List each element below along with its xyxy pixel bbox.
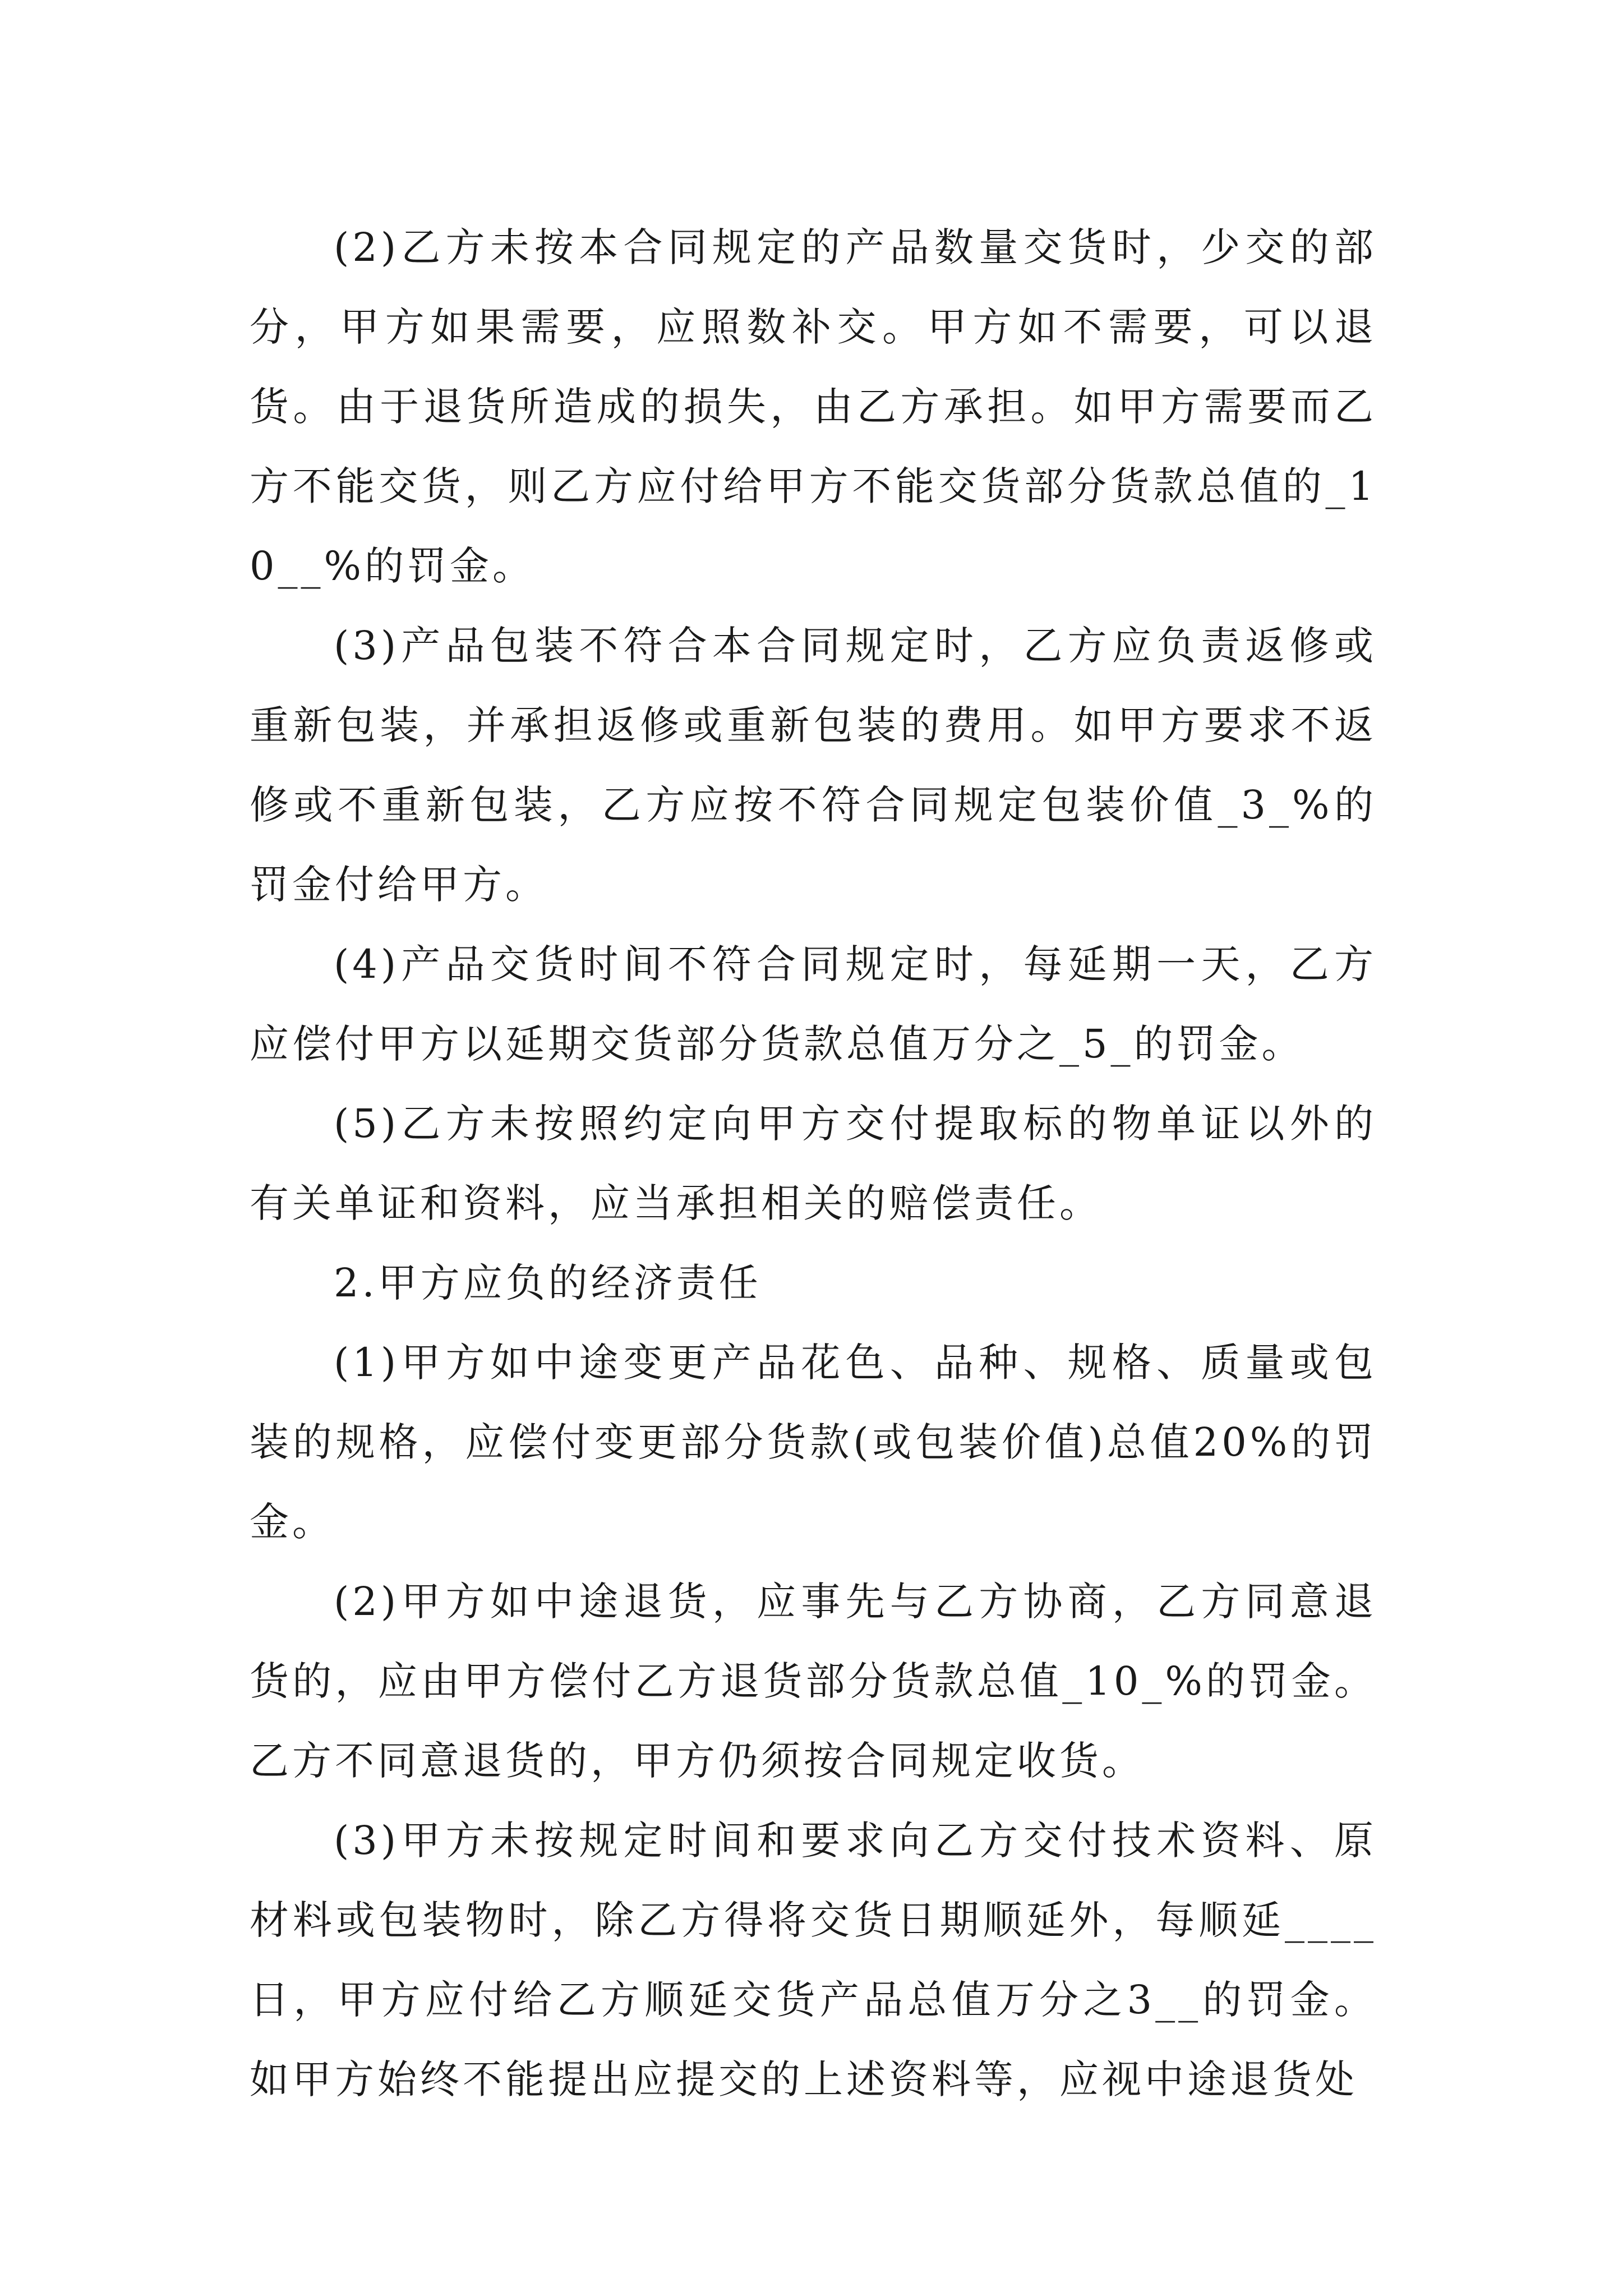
paragraph-seller-packaging: (3)产品包装不符合本合同规定时，乙方应负责返修或重新包装，并承担返修或重新包装的费用。如甲方要求不返修或不重新包装，乙方应按不符合同规定包装价值_3_%的罚金付给甲方。 [250, 623, 1377, 908]
paragraph-seller-quantity-shortfall: (2)乙方未按本合同规定的产品数量交货时，少交的部分，甲方如果需要，应照数补交。甲方如不需要，可以退货。由于退货所造成的损失，由乙方承担。如甲方需要而乙方不能交货，则乙方应付给甲方不能交货部分货款总值的_10__%的罚金。 [250, 224, 1377, 589]
document-body [250, 208, 1377, 2119]
section-heading-buyer-liability: 2.甲方应负的经济责任 [334, 1260, 762, 1306]
paragraph-buyer-change-spec: (1)甲方如中途变更产品花色、品种、规格、质量或包装的规格，应偿付变更部分货款(或包装价值)总值20%的罚金。 [250, 1340, 1377, 1545]
paragraph-buyer-materials: (3)甲方未按规定时间和要求向乙方交付技术资料、原材料或包装物时，除乙方得将交货日期顺延外，每顺延____日，甲方应付给乙方顺延交货产品总值万分之3__的罚金。如甲方始终不能提出应提交的上述资料等，应视中途退货处 [250, 1818, 1377, 2102]
paragraph-buyer-return: (2)甲方如中途退货，应事先与乙方协商，乙方同意退货的，应由甲方偿付乙方退货部分货款总值_10_%的罚金。乙方不同意退货的，甲方仍须按合同规定收货。 [250, 1579, 1377, 1784]
paragraph-seller-documents: (5)乙方未按照约定向甲方交付提取标的物单证以外的有关单证和资料，应当承担相关的赔偿责任。 [250, 1101, 1377, 1226]
paragraph-seller-late-delivery: (4)产品交货时间不符合同规定时，每延期一天，乙方应偿付甲方以延期交货部分货款总值万分之_5_的罚金。 [250, 941, 1377, 1067]
